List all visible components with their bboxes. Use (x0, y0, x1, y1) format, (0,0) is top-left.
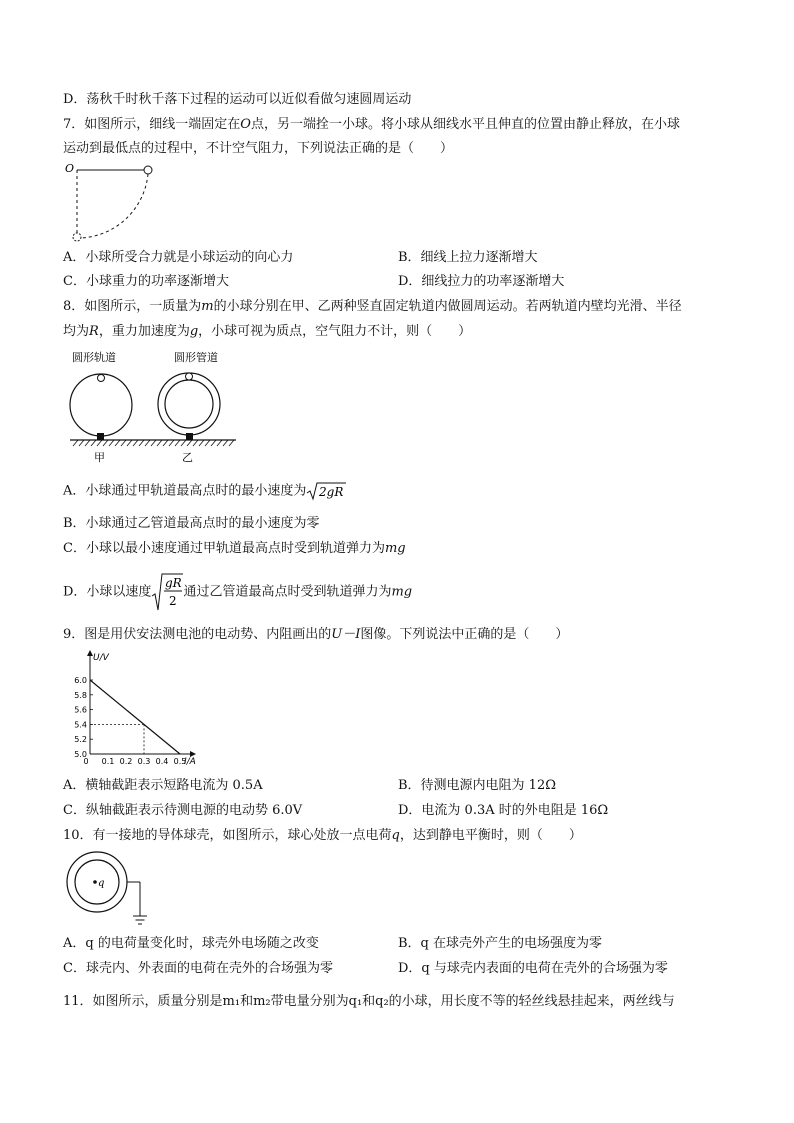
q7-pendulum-figure (63, 162, 163, 247)
x-tick-label: 0.2 (119, 757, 133, 766)
q7-option-d: D．细线拉力的功率逐渐增大 (398, 274, 565, 289)
q8-option-d: D．小球以速度 gR 2 通过乙管道最高点时受到轨道弹力为mg (63, 572, 412, 612)
ui-data-line (90, 680, 180, 754)
x-tick-label: 0.1 (101, 757, 115, 766)
q7-label-o: O (65, 162, 75, 175)
y-tick-label: 6.0 (74, 676, 87, 685)
y-axis-label: U/V (93, 653, 109, 663)
q9-option-d: D．电流为 0.3A 时的外电阻是 16Ω (398, 803, 609, 818)
q10-option-d: D．q 与球壳内表面的电荷在壳外的合场强为零 (398, 961, 668, 976)
q8-option-b: B．小球通过乙管道最高点时的最小速度为零 (63, 516, 320, 531)
q8-stem-line2: 均为R，重力加速度为g，小球可视为质点，空气阻力不计，则（ ） (63, 324, 472, 339)
q8-label-yi: 乙 (182, 451, 193, 464)
x-tick-label: 0.5 (173, 757, 187, 766)
q8-a-sqrt (306, 481, 346, 501)
q7-option-b: B．细线上拉力逐渐增大 (398, 250, 538, 265)
q8-d-den: 2 (169, 594, 178, 608)
x-tick-label: 0.3 (137, 757, 151, 766)
x-tick-label: 0.4 (155, 757, 169, 766)
q9-option-c: C．纵轴截距表示待测电源的电动势 6.0V (63, 803, 303, 818)
q8-a-sqrt-text: 2gR (319, 485, 344, 499)
y-tick-label: 5.8 (74, 690, 87, 700)
x-axis-label: I/A (184, 757, 196, 767)
y-tick-label: 5.0 (74, 750, 87, 759)
q8-option-c: C．小球以最小速度通过甲轨道最高点时受到轨道弹力为mg (63, 541, 406, 556)
q10-label-q: q (98, 878, 105, 889)
q7-stem-line2: 运动到最低点的过程中，不计空气阻力，下列说法正确的是（ ） (63, 141, 454, 156)
q9-stem: 9．图是用伏安法测电池的电动势、内阻画出的U－I图像。下列说法中正确的是（ ） (63, 627, 569, 642)
q7-option-c: C．小球重力的功率逐渐增大 (63, 274, 229, 289)
q9-ui-chart (66, 650, 216, 768)
q10-stem: 10．有一接地的导体球壳，如图所示，球心处放一点电荷q，达到静电平衡时，则（ ） (63, 828, 582, 843)
q8-option-a: A．小球通过甲轨道最高点时的最小速度为 2gR (63, 481, 346, 501)
q10-option-c: C．球壳内、外表面的电荷在壳外的合场强为零 (63, 961, 333, 976)
q10-option-b: B．q 在球壳外产生的电场强度为零 (398, 936, 603, 951)
x-tick-label: 0 (83, 757, 89, 766)
q9-option-a: A．横轴截距表示短路电流为 0.5A (63, 778, 263, 793)
y-tick-label: 5.6 (74, 705, 87, 715)
q8-label-pipe: 圆形管道 (174, 351, 218, 364)
q7-stem-line1: 7．如图所示，细线一端固定在O点，另一端拴一小球。将小球从细线水平且伸直的位置由静止释放，在小球 (63, 117, 680, 132)
q8-stem-line1: 8．如图所示，一质量为m的小球分别在甲、乙两种竖直固定轨道内做圆周运动。若两轨道内壁均光滑、半径 (63, 299, 682, 314)
q9-option-b: B．待测电源内电阻为 12Ω (398, 778, 557, 793)
q10-option-a: A．q 的电荷量变化时，球壳外电场随之改变 (63, 936, 319, 951)
q6-option-d: D．荡秋千时秋千落下过程的运动可以近似看做匀速圆周运动 (63, 92, 412, 107)
q8-label-jia: 甲 (94, 451, 105, 464)
q11-stem: 11．如图所示，质量分别是m₁和m₂带电量分别为q₁和q₂的小球，用长度不等的轻丝线悬挂起来，两丝线与 (63, 994, 675, 1009)
q8-d-num: gR (165, 576, 183, 590)
q7-option-a: A．小球所受合力就是小球运动的向心力 (63, 250, 294, 265)
q8-label-track: 圆形轨道 (72, 351, 116, 364)
q8-d-sqrt (151, 572, 183, 612)
y-tick-label: 5.2 (74, 735, 87, 745)
y-tick-label: 5.4 (74, 720, 87, 730)
q10-shell-figure (64, 850, 154, 930)
q8-tracks-figure (68, 349, 238, 464)
